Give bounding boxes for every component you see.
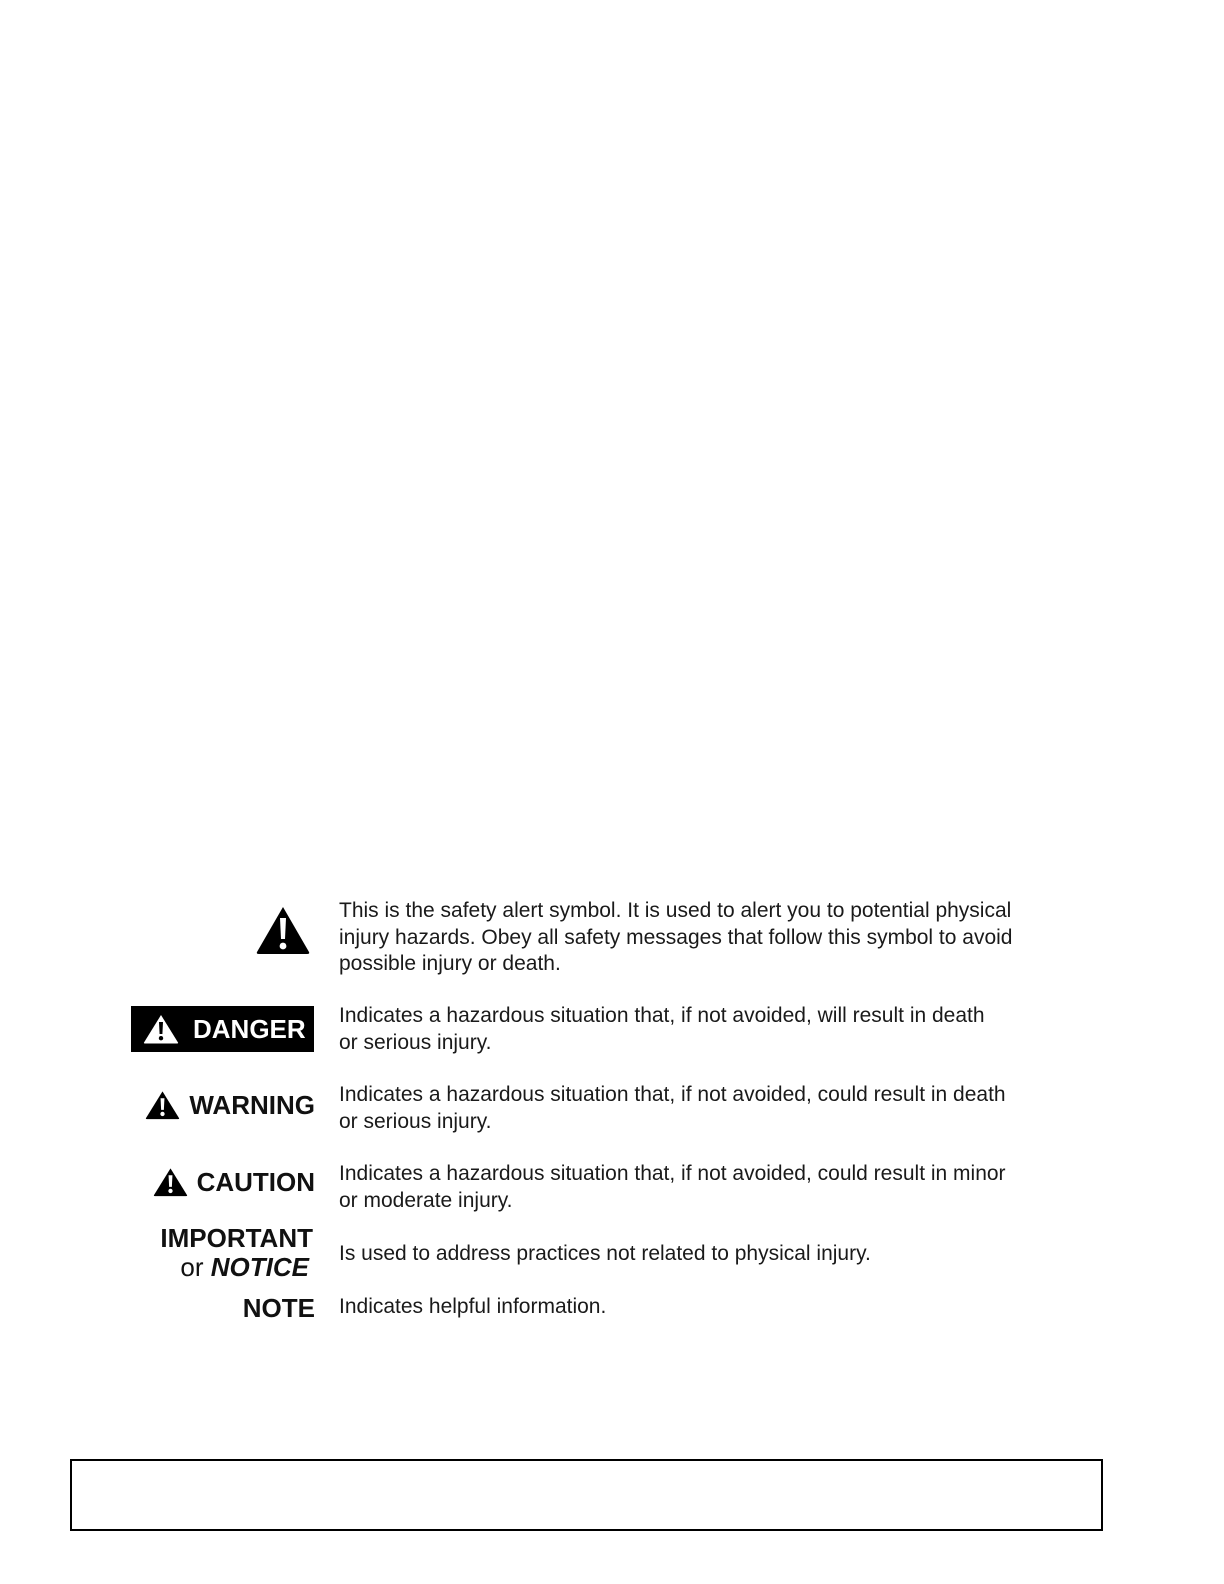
important-line: Is used to address practices not related to physical injury. <box>339 1242 871 1265</box>
safety-alert-line: This is the safety alert symbol. It is used to alert you to potential physical <box>339 899 1012 922</box>
notice-label: NOTICE <box>210 1252 309 1282</box>
danger-description <box>339 1003 1059 1056</box>
warning-description <box>339 1082 1059 1135</box>
safety-alert-line: injury hazards. Obey all safety messages that follow this symbol to avoid <box>339 925 1013 949</box>
warning-triangle-icon <box>143 1014 179 1044</box>
danger-label: DANGER <box>193 1013 306 1044</box>
danger-line: or serious injury. <box>339 1030 492 1054</box>
note-description <box>339 1294 1059 1321</box>
important-signal-word <box>160 1224 313 1282</box>
or-word: or <box>180 1252 204 1282</box>
danger-signal-word-panel <box>131 1006 314 1052</box>
safety-alert-triangle-icon <box>254 904 312 956</box>
note-label: NOTE <box>242 1293 315 1323</box>
warning-signal-word <box>145 1090 315 1120</box>
warning-line: Indicates a hazardous situation that, if not avoided, could result in death <box>339 1083 1006 1106</box>
important-description <box>339 1241 1059 1268</box>
caution-line: or moderate injury. <box>339 1188 513 1212</box>
caution-signal-word <box>153 1167 315 1197</box>
safety-alert-line: possible injury or death. <box>339 952 561 975</box>
caution-description <box>339 1161 1059 1214</box>
footer-box <box>70 1459 1103 1531</box>
note-signal-word <box>243 1294 315 1322</box>
note-line: Indicates helpful information. <box>339 1295 607 1318</box>
caution-label: CAUTION <box>196 1167 315 1197</box>
warning-line: or serious injury. <box>339 1109 492 1133</box>
caution-line: Indicates a hazardous situation that, if not avoided, could result in minor <box>339 1162 1006 1185</box>
warning-triangle-icon <box>153 1167 188 1197</box>
safety-alert-description <box>339 898 1059 978</box>
notice-label-line <box>160 1253 313 1282</box>
important-label: IMPORTANT <box>160 1223 313 1253</box>
warning-triangle-icon <box>145 1090 180 1120</box>
danger-line: Indicates a hazardous situation that, if not avoided, will result in death <box>339 1004 985 1027</box>
warning-label: WARNING <box>189 1090 315 1120</box>
